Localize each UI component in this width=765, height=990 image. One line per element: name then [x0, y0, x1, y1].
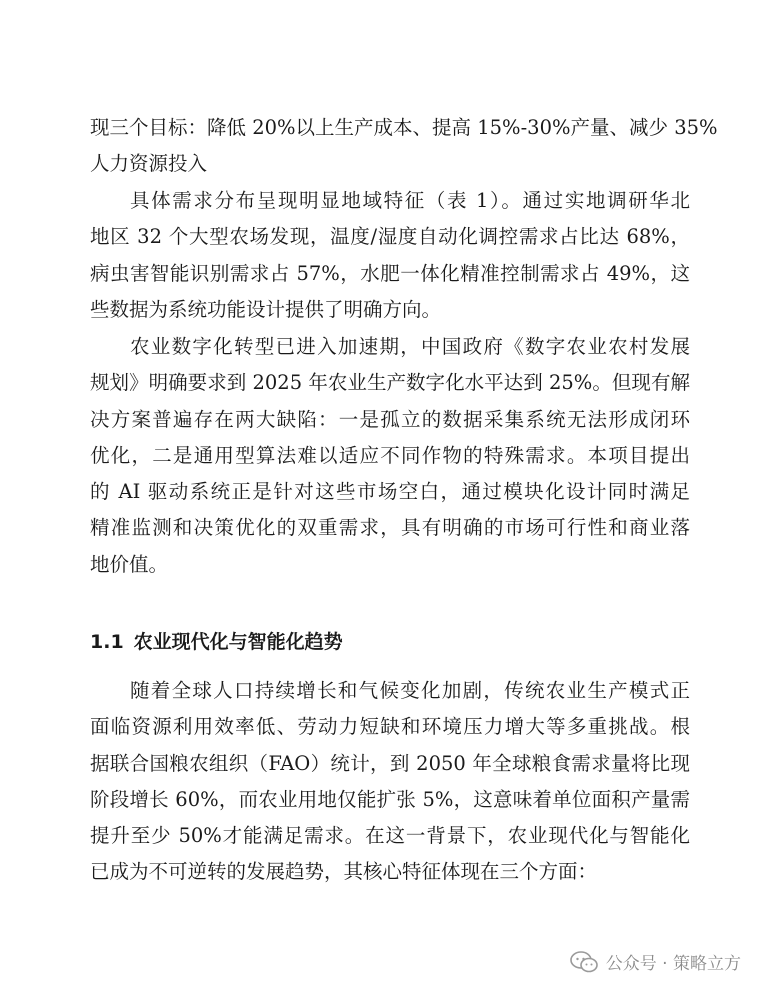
text-line: 地区 32 个大型农场发现，温度/湿度自动化调控需求占比达 68%，	[90, 225, 690, 249]
text-line: 面临资源利用效率低、劳动力短缺和环境压力增大等多重挑战。根	[90, 715, 690, 739]
paragraph-4	[90, 673, 690, 891]
watermark-text: 公众号 · 策略立方	[605, 954, 741, 974]
watermark	[570, 949, 741, 974]
section-number: 1.1	[90, 631, 124, 653]
text-line: 病虫害智能识别需求占 57%，水肥一体化精准控制需求占 49%，这	[90, 261, 690, 285]
section-heading	[90, 627, 343, 654]
text-line: 规划》明确要求到 2025 年农业生产数字化水平达到 25%。但现有解	[90, 371, 690, 395]
text-line: 已成为不可逆转的发展趋势，其核心特征体现在三个方面：	[90, 860, 598, 884]
text-line: 随着全球人口持续增长和气候变化加剧，传统农业生产模式正	[130, 679, 690, 702]
paragraph-3	[90, 329, 690, 583]
text-line: 农业数字化转型已进入加速期，中国政府《数字农业农村发展	[130, 335, 690, 358]
text-line: 具体需求分布呈现明显地域特征（表 1）。通过实地调研华北	[130, 189, 690, 212]
text-line: 现三个目标：降低 20%以上生产成本、提高 15%-30%产量、减少 35%	[90, 116, 718, 139]
text-line: 提升至少 50%才能满足需求。在这一背景下，农业现代化与智能化	[90, 824, 690, 848]
wechat-icon	[570, 950, 598, 974]
paragraph-1	[90, 110, 718, 183]
text-line: 阶段增长 60%，而农业用地仅能扩张 5%，这意味着单位面积产量需	[90, 787, 690, 811]
section-title: 农业现代化与智能化趋势	[133, 631, 343, 653]
text-line: 决方案普遍存在两大缺陷：一是孤立的数据采集系统无法形成闭环	[90, 407, 690, 431]
text-line: 地价值。	[90, 552, 169, 576]
paragraph-2	[90, 183, 690, 328]
text-line: 据联合国粮农组织（FAO）统计，到 2050 年全球粮食需求量将比现	[90, 751, 690, 775]
text-line: 人力资源投入	[90, 152, 208, 176]
text-line: 优化，二是通用型算法难以适应不同作物的特殊需求。本项目提出	[90, 443, 690, 467]
text-line: 精准监测和决策优化的双重需求，具有明确的市场可行性和商业落	[90, 516, 690, 540]
text-line: 些数据为系统功能设计提供了明确方向。	[90, 297, 442, 321]
text-line: 的 AI 驱动系统正是针对这些市场空白，通过模块化设计同时满足	[90, 480, 690, 504]
